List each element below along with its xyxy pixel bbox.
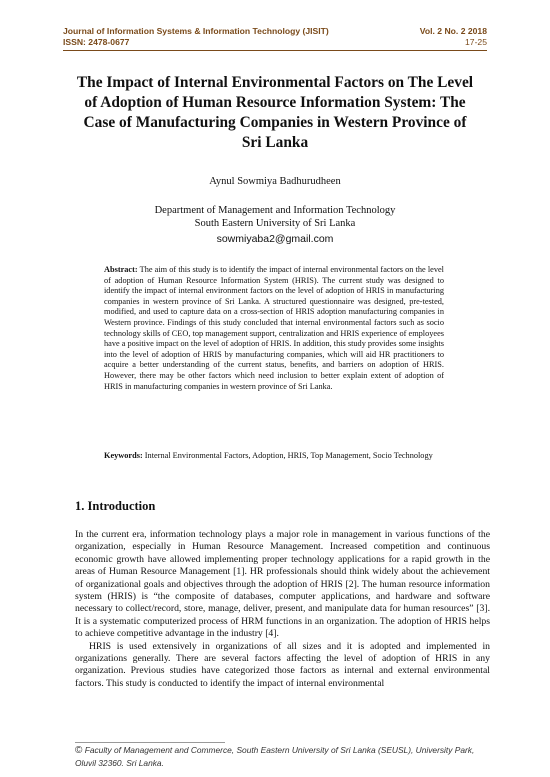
title-line: of Adoption of Human Resource Information System: The [84,94,466,111]
author-name: Aynul Sowmiya Badhurudheen [209,176,341,187]
page-range: 17-25 [465,37,487,47]
title-line: The Impact of Internal Environmental Factors on The Level [76,74,474,91]
footnote [75,744,490,769]
title-line: Sri Lanka [241,134,309,151]
footnote-text: Faculty of Management and Commerce, South Eastern University of Sri Lanka (SEUSL), University Park, Oluvil 32360. Sri Lanka. [75,745,475,768]
journal-name: Journal of Information Systems & Information Technology (JISIT) [63,26,329,36]
footnote-divider [75,742,225,743]
abstract-label: Abstract: [104,265,138,274]
section-heading: 1. Introduction [75,499,156,513]
journal-issn: ISSN: 2478-0677 [63,37,130,47]
keywords [104,451,444,462]
author-affiliation [63,204,487,230]
author-email[interactable]: sowmiyaba2@gmail.com [216,233,334,245]
abstract-text: The aim of this study is to identify the impact of internal environmental factors on the level of adoption of Human Resource Information System (HRIS). The current study was designed to identify the impact of internal environment factors on the level of adoption of HRIS in manufacturing companies in western province of Sri Lanka. A structured questionnaire was designed, pre-tested, modified, and used to capture data on a cross-section of HRIS adoption manufacturing companies in Western province. Findings of this study concluded that internal environmental factors such as socio technology skills of CEO, top management support, centralization and HRIS experience of employees have a positive impact on the level of adoption of HRIS. In addition, this study provides some insights into the level of adoption of HRIS by manufacturing companies, which will aid HR practitioners to acquire a better understanding of the current status, benefits, and barriers on adoption of HRIS. However, there may be other factors which need inclusion to better explain extent of adoption of HRIS in manufacturing companies in western province of Sri Lanka. [104,265,444,391]
paper-title [63,73,487,153]
introduction-body [75,529,490,690]
title-line: Case of Manufacturing Companies in Western Province of [83,114,467,131]
body-paragraph: In the current era, information technology plays a major role in management in various functions of the organization, especially in Human Resource Management. Increased competition and continuous economic growth have allowed implementing proper technology applications for a rapid growth in the areas of Human Resource Management [1]. HR professionals should think widely about the achievement of organizational goals and objectives through the adoption of HRIS [2]. The human resource information system (HRIS) is “the composite of databases, computer applications, and hardware and software necessary to collect/record, store, manage, deliver, present, and manipulate data for human resources” [3]. It is a systematic computerized process of HRM functions in an organization. The adoption of HRIS helps to achieve competitive advantage in the industry [4]. [75,529,490,640]
affiliation-university: South Eastern University of Sri Lanka [194,218,356,229]
body-paragraph: HRIS is used extensively in organizations of all sizes and it is adopted and implemented in organizations generally. There are several factors affecting the level of adoption of HRIS in any organization. Previous studies have categorized those factors as internal and external environmental factors. This study is conducted to identify the impact of internal environmental [75,640,490,689]
keywords-label: Keywords: [104,451,143,460]
journal-volume: Vol. 2 No. 2 2018 [419,26,487,36]
journal-header [63,26,487,48]
affiliation-department: Department of Management and Information Technology [154,205,396,216]
abstract [104,265,444,392]
header-divider [63,50,487,51]
keywords-text: Internal Environmental Factors, Adoption, HRIS, Top Management, Socio Technology [144,451,433,460]
copyright-icon: © [75,745,83,756]
